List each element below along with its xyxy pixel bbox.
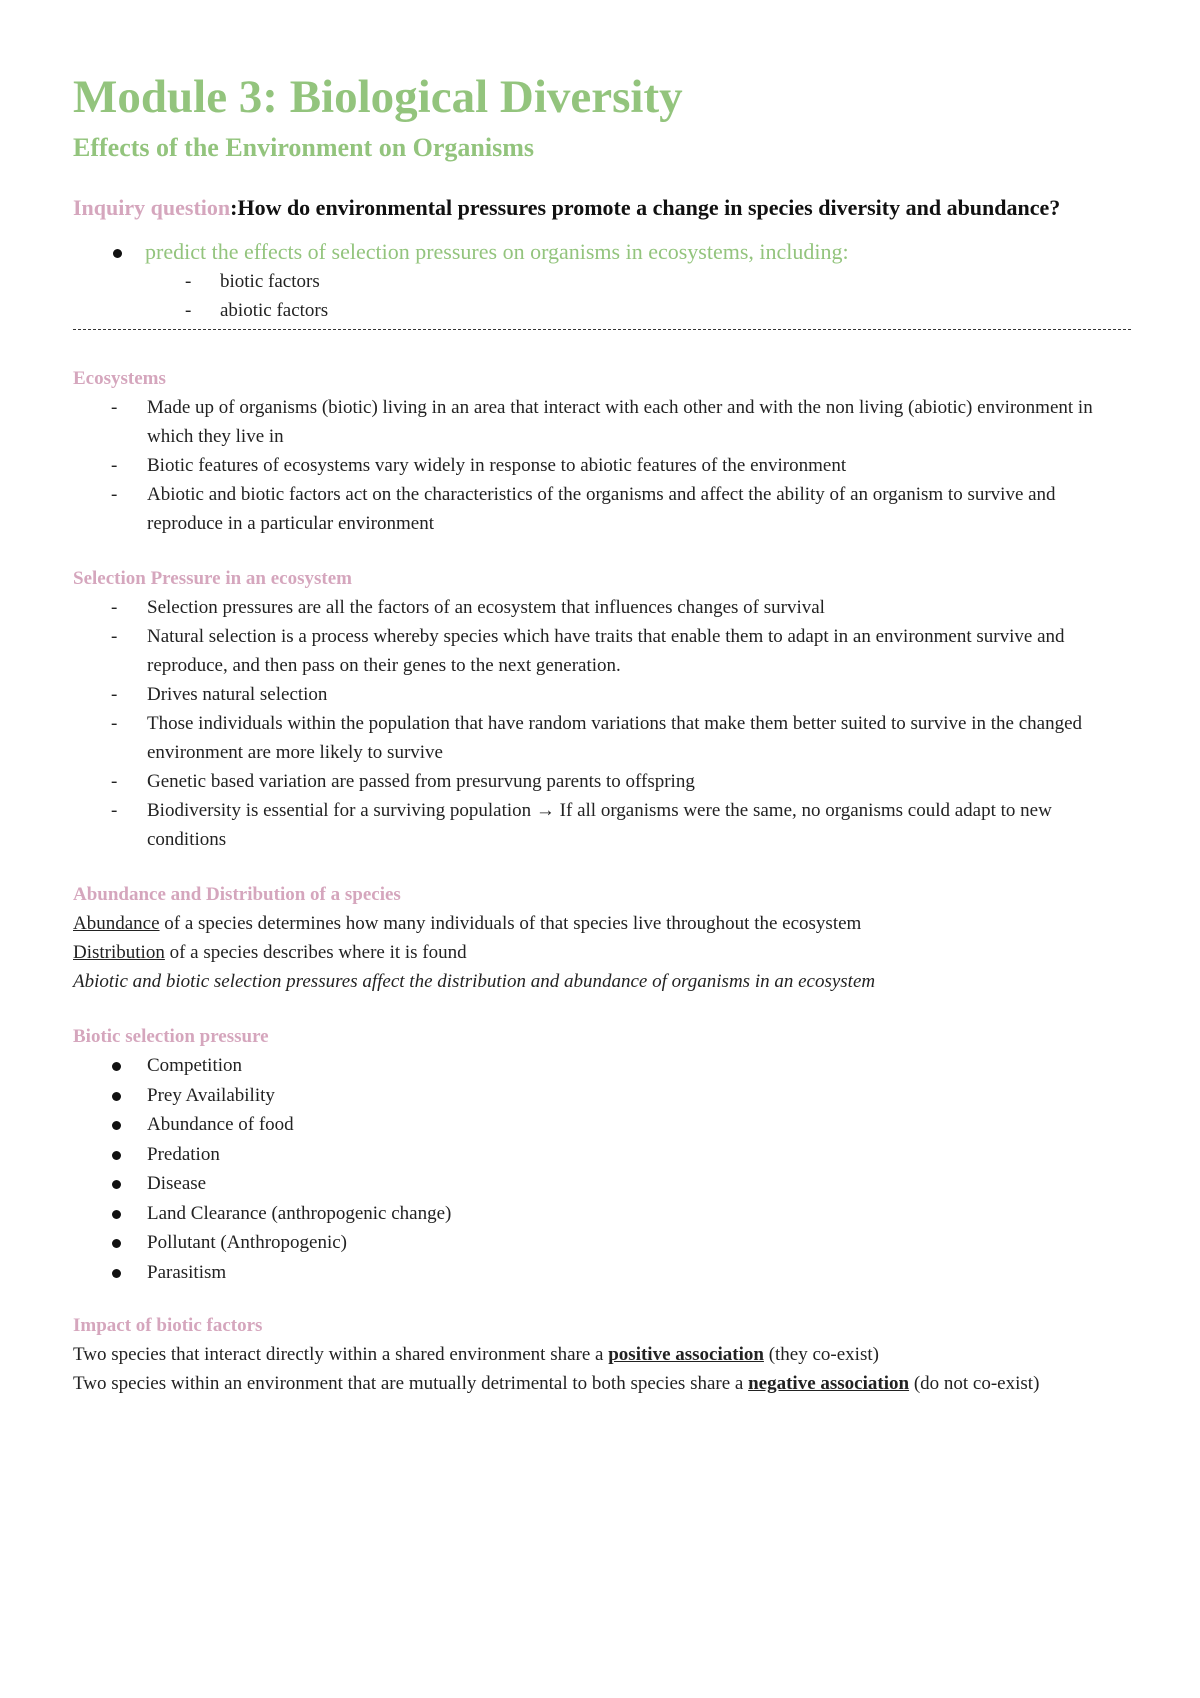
list-item: Land Clearance (anthropogenic change) [73, 1199, 1133, 1229]
biotic-list [73, 1051, 1133, 1287]
page-subtitle: Effects of the Environment on Organisms [73, 133, 535, 163]
abundance-line [73, 909, 1133, 938]
term-abundance: Abundance [73, 913, 160, 935]
outcome-list [73, 237, 1133, 267]
section-heading-ecosystems: Ecosystems [73, 368, 166, 390]
term-negative-association: negative association [748, 1373, 910, 1395]
outcome-sublist [73, 267, 1133, 325]
list-item: - Abiotic and biotic factors act on the characteristics of the organisms and affect the ability of an organism to survive and reproduce in a particular environment [73, 480, 1133, 538]
section-heading-selection: Selection Pressure in an ecosystem [73, 568, 352, 590]
list-item: - Selection pressures are all the factors of an ecosystem that influences changes of survival [73, 593, 1133, 622]
list-item: Competition [73, 1051, 1133, 1081]
inquiry-text: :How do environmental pressures promote a change in species diversity and abundance? [230, 195, 1061, 221]
impact-text: (do not co-exist) [909, 1373, 1040, 1395]
abundance-summary: Abiotic and biotic selection pressures affect the distribution and abundance of organisms in an ecosystem [73, 971, 876, 993]
list-item: Parasitism [73, 1258, 1133, 1288]
impact-text: Two species that interact directly within a shared environment share a [73, 1344, 609, 1366]
inquiry-question [73, 185, 1133, 231]
outcome-subitem: - abiotic factors [73, 296, 1133, 325]
list-item: Prey Availability [73, 1081, 1133, 1111]
distribution-text: of a species describes where it is found [164, 942, 467, 964]
distribution-line [73, 938, 1133, 967]
list-item: - Those individuals within the population that have random variations that make them better suited to survive in the changed environment are more likely to survive [73, 709, 1133, 767]
impact-text: Two species within an environment that are mutually detrimental to both species share a [73, 1373, 749, 1395]
document-page [73, 70, 1133, 1398]
outcome-subitem: - biotic factors [73, 267, 1133, 296]
ecosystems-list [73, 393, 1133, 538]
impact-line-negative [73, 1369, 1133, 1398]
list-item: - Biotic features of ecosystems vary widely in response to abiotic features of the environment [73, 451, 1133, 480]
list-item: Pollutant (Anthropogenic) [73, 1228, 1133, 1258]
list-item: - Drives natural selection [73, 680, 1133, 709]
list-item: - Natural selection is a process whereby species which have traits that enable them to adapt in an environment survive and reproduce, and then pass on their genes to the next generation. [73, 622, 1133, 680]
list-item: Predation [73, 1140, 1133, 1170]
list-item: - Made up of organisms (biotic) living in an area that interact with each other and with the non living (abiotic) environment in which they live in [73, 393, 1133, 451]
selection-list [73, 593, 1133, 854]
outcome-item: predict the effects of selection pressures on organisms in ecosystems, including: [73, 237, 1133, 267]
section-heading-biotic: Biotic selection pressure [73, 1026, 269, 1048]
impact-line-positive [73, 1340, 1133, 1369]
list-item: Disease [73, 1169, 1133, 1199]
list-item: Abundance of food [73, 1110, 1133, 1140]
section-heading-abundance: Abundance and Distribution of a species [73, 884, 401, 906]
section-heading-impact: Impact of biotic factors [73, 1315, 263, 1337]
term-distribution: Distribution [73, 942, 165, 964]
abundance-text: of a species determines how many individuals of that species live throughout the ecosystem [159, 913, 862, 935]
list-item: - Biodiversity is essential for a surviving population → If all organisms were the same, no organisms could adapt to new conditions [73, 796, 1133, 854]
list-item: - Genetic based variation are passed from presurvung parents to offspring [73, 767, 1133, 796]
term-positive-association: positive association [608, 1344, 764, 1366]
inquiry-label: Inquiry question [73, 195, 231, 221]
impact-text: (they co-exist) [763, 1344, 879, 1366]
page-title: Module 3: Biological Diversity [73, 71, 683, 123]
